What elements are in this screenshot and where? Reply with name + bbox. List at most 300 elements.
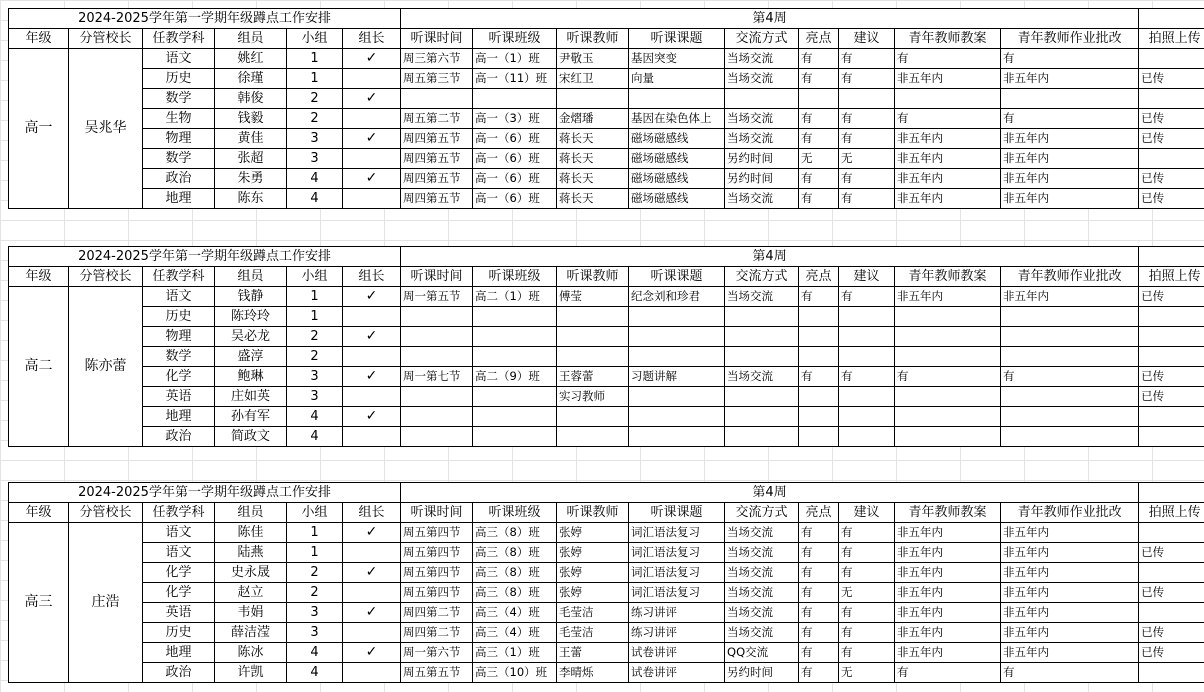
homework-cell[interactable]: 有 bbox=[1001, 367, 1139, 387]
upload-cell[interactable] bbox=[1139, 427, 1204, 447]
column-header[interactable]: 听课教师 bbox=[557, 267, 629, 287]
group-cell[interactable]: 2 bbox=[287, 327, 343, 347]
class-cell[interactable]: 高一（6）班 bbox=[473, 129, 557, 149]
suggestion-cell[interactable]: 无 bbox=[839, 663, 895, 683]
highlight-cell[interactable]: 有 bbox=[799, 169, 839, 189]
time-cell[interactable]: 周五第三节 bbox=[401, 69, 473, 89]
teacher-cell[interactable]: 王蓉蕾 bbox=[557, 367, 629, 387]
suggestion-cell[interactable]: 有 bbox=[839, 287, 895, 307]
lesson-plan-cell[interactable]: 非五年内 bbox=[895, 543, 1001, 563]
leader-cell[interactable] bbox=[343, 623, 401, 643]
homework-cell[interactable]: 非五年内 bbox=[1001, 523, 1139, 543]
group-cell[interactable]: 1 bbox=[287, 307, 343, 327]
class-cell[interactable] bbox=[473, 387, 557, 407]
time-cell[interactable] bbox=[401, 307, 473, 327]
homework-cell[interactable]: 有 bbox=[1001, 49, 1139, 69]
topic-cell[interactable] bbox=[629, 407, 725, 427]
member-cell[interactable]: 许凯 bbox=[215, 663, 287, 683]
class-cell[interactable]: 高一（6）班 bbox=[473, 189, 557, 209]
upload-cell[interactable] bbox=[1139, 149, 1204, 169]
class-cell[interactable]: 高三（4）班 bbox=[473, 603, 557, 623]
column-header[interactable]: 任教学科 bbox=[143, 267, 215, 287]
topic-cell[interactable]: 基因突变 bbox=[629, 49, 725, 69]
week-label[interactable]: 第4周 bbox=[401, 9, 1139, 29]
column-header[interactable]: 分管校长 bbox=[69, 503, 143, 523]
subject-cell[interactable]: 历史 bbox=[143, 307, 215, 327]
subject-cell[interactable]: 物理 bbox=[143, 327, 215, 347]
member-cell[interactable]: 张超 bbox=[215, 149, 287, 169]
teacher-cell[interactable]: 张婷 bbox=[557, 543, 629, 563]
lesson-plan-cell[interactable]: 非五年内 bbox=[895, 189, 1001, 209]
teacher-cell[interactable]: 蒋长天 bbox=[557, 149, 629, 169]
subject-cell[interactable]: 物理 bbox=[143, 129, 215, 149]
column-header[interactable]: 组员 bbox=[215, 503, 287, 523]
highlight-cell[interactable]: 有 bbox=[799, 583, 839, 603]
column-header[interactable]: 交流方式 bbox=[725, 29, 799, 49]
lesson-plan-cell[interactable] bbox=[895, 427, 1001, 447]
time-cell[interactable]: 周五第五节 bbox=[401, 663, 473, 683]
homework-cell[interactable]: 非五年内 bbox=[1001, 623, 1139, 643]
method-cell[interactable] bbox=[725, 307, 799, 327]
lesson-plan-cell[interactable]: 有 bbox=[895, 367, 1001, 387]
teacher-cell[interactable]: 张婷 bbox=[557, 523, 629, 543]
leader-cell[interactable]: ✓ bbox=[343, 169, 401, 189]
upload-cell[interactable] bbox=[1139, 347, 1204, 367]
teacher-cell[interactable] bbox=[557, 89, 629, 109]
column-header[interactable]: 听课时间 bbox=[401, 29, 473, 49]
highlight-cell[interactable] bbox=[799, 407, 839, 427]
highlight-cell[interactable]: 有 bbox=[799, 563, 839, 583]
lesson-plan-cell[interactable] bbox=[895, 307, 1001, 327]
group-cell[interactable]: 3 bbox=[287, 149, 343, 169]
topic-cell[interactable]: 磁场磁感线 bbox=[629, 149, 725, 169]
suggestion-cell[interactable]: 有 bbox=[839, 169, 895, 189]
time-cell[interactable]: 周四第五节 bbox=[401, 169, 473, 189]
table-title[interactable]: 2024-2025学年第一学期年级蹲点工作安排 bbox=[9, 247, 401, 267]
class-cell[interactable]: 高一（6）班 bbox=[473, 169, 557, 189]
class-cell[interactable]: 高三（8）班 bbox=[473, 523, 557, 543]
time-cell[interactable] bbox=[401, 427, 473, 447]
topic-cell[interactable]: 磁场磁感线 bbox=[629, 169, 725, 189]
lesson-plan-cell[interactable]: 非五年内 bbox=[895, 149, 1001, 169]
time-cell[interactable]: 周五第四节 bbox=[401, 583, 473, 603]
topic-cell[interactable]: 向量 bbox=[629, 69, 725, 89]
method-cell[interactable] bbox=[725, 427, 799, 447]
homework-cell[interactable] bbox=[1001, 427, 1139, 447]
time-cell[interactable] bbox=[401, 89, 473, 109]
teacher-cell[interactable]: 实习教师 bbox=[557, 387, 629, 407]
lesson-plan-cell[interactable]: 非五年内 bbox=[895, 603, 1001, 623]
upload-cell[interactable]: 已传 bbox=[1139, 367, 1204, 387]
column-header[interactable]: 拍照上传 bbox=[1139, 267, 1204, 287]
method-cell[interactable]: 当场交流 bbox=[725, 563, 799, 583]
member-cell[interactable]: 钱毅 bbox=[215, 109, 287, 129]
subject-cell[interactable]: 生物 bbox=[143, 109, 215, 129]
leader-cell[interactable]: ✓ bbox=[343, 523, 401, 543]
column-header[interactable]: 组员 bbox=[215, 267, 287, 287]
principal-cell[interactable]: 陈亦蕾 bbox=[69, 287, 143, 447]
suggestion-cell[interactable] bbox=[839, 387, 895, 407]
subject-cell[interactable]: 化学 bbox=[143, 367, 215, 387]
highlight-cell[interactable]: 有 bbox=[799, 129, 839, 149]
table-title[interactable]: 2024-2025学年第一学期年级蹲点工作安排 bbox=[9, 483, 401, 503]
week-label[interactable]: 第4周 bbox=[401, 247, 1139, 267]
column-header[interactable]: 听课班级 bbox=[473, 503, 557, 523]
subject-cell[interactable]: 数学 bbox=[143, 347, 215, 367]
leader-cell[interactable]: ✓ bbox=[343, 49, 401, 69]
homework-cell[interactable]: 非五年内 bbox=[1001, 543, 1139, 563]
time-cell[interactable] bbox=[401, 407, 473, 427]
highlight-cell[interactable]: 有 bbox=[799, 663, 839, 683]
leader-cell[interactable]: ✓ bbox=[343, 603, 401, 623]
homework-cell[interactable] bbox=[1001, 307, 1139, 327]
column-header[interactable]: 听课班级 bbox=[473, 267, 557, 287]
topic-cell[interactable]: 词汇语法复习 bbox=[629, 563, 725, 583]
upload-cell[interactable] bbox=[1139, 327, 1204, 347]
homework-cell[interactable] bbox=[1001, 407, 1139, 427]
topic-cell[interactable]: 习题讲解 bbox=[629, 367, 725, 387]
table-title[interactable]: 2024-2025学年第一学期年级蹲点工作安排 bbox=[9, 9, 401, 29]
teacher-cell[interactable]: 蒋长天 bbox=[557, 169, 629, 189]
column-header[interactable]: 组长 bbox=[343, 29, 401, 49]
group-cell[interactable]: 4 bbox=[287, 169, 343, 189]
suggestion-cell[interactable] bbox=[839, 307, 895, 327]
suggestion-cell[interactable] bbox=[839, 407, 895, 427]
time-cell[interactable] bbox=[401, 327, 473, 347]
homework-cell[interactable]: 有 bbox=[1001, 663, 1139, 683]
topic-cell[interactable] bbox=[629, 427, 725, 447]
lesson-plan-cell[interactable]: 非五年内 bbox=[895, 563, 1001, 583]
time-cell[interactable]: 周四第二节 bbox=[401, 603, 473, 623]
lesson-plan-cell[interactable]: 非五年内 bbox=[895, 169, 1001, 189]
upload-cell[interactable] bbox=[1139, 523, 1204, 543]
leader-cell[interactable]: ✓ bbox=[343, 563, 401, 583]
leader-cell[interactable] bbox=[343, 543, 401, 563]
suggestion-cell[interactable] bbox=[839, 347, 895, 367]
teacher-cell[interactable]: 蒋长天 bbox=[557, 189, 629, 209]
column-header[interactable]: 亮点 bbox=[799, 503, 839, 523]
leader-cell[interactable]: ✓ bbox=[343, 287, 401, 307]
lesson-plan-cell[interactable]: 非五年内 bbox=[895, 69, 1001, 89]
column-header[interactable]: 青年教师作业批改 bbox=[1001, 267, 1139, 287]
group-cell[interactable]: 1 bbox=[287, 49, 343, 69]
member-cell[interactable]: 陆燕 bbox=[215, 543, 287, 563]
column-header[interactable]: 交流方式 bbox=[725, 267, 799, 287]
teacher-cell[interactable]: 尹敬玉 bbox=[557, 49, 629, 69]
topic-cell[interactable] bbox=[629, 387, 725, 407]
group-cell[interactable]: 3 bbox=[287, 387, 343, 407]
leader-cell[interactable]: ✓ bbox=[343, 643, 401, 663]
highlight-cell[interactable] bbox=[799, 427, 839, 447]
teacher-cell[interactable] bbox=[557, 347, 629, 367]
homework-cell[interactable]: 有 bbox=[1001, 109, 1139, 129]
column-header[interactable]: 建议 bbox=[839, 503, 895, 523]
lesson-plan-cell[interactable]: 非五年内 bbox=[895, 643, 1001, 663]
member-cell[interactable]: 吴必龙 bbox=[215, 327, 287, 347]
lesson-plan-cell[interactable] bbox=[895, 89, 1001, 109]
subject-cell[interactable]: 政治 bbox=[143, 427, 215, 447]
blank-cell[interactable] bbox=[1139, 483, 1204, 503]
highlight-cell[interactable]: 有 bbox=[799, 643, 839, 663]
column-header[interactable]: 小组 bbox=[287, 29, 343, 49]
grade-cell[interactable]: 高一 bbox=[9, 49, 69, 209]
leader-cell[interactable] bbox=[343, 663, 401, 683]
group-cell[interactable]: 1 bbox=[287, 543, 343, 563]
upload-cell[interactable]: 已传 bbox=[1139, 109, 1204, 129]
upload-cell[interactable] bbox=[1139, 89, 1204, 109]
suggestion-cell[interactable]: 有 bbox=[839, 543, 895, 563]
group-cell[interactable]: 2 bbox=[287, 109, 343, 129]
time-cell[interactable]: 周五第四节 bbox=[401, 523, 473, 543]
homework-cell[interactable]: 非五年内 bbox=[1001, 643, 1139, 663]
subject-cell[interactable]: 语文 bbox=[143, 523, 215, 543]
lesson-plan-cell[interactable]: 非五年内 bbox=[895, 583, 1001, 603]
topic-cell[interactable]: 基因在染色体上 bbox=[629, 109, 725, 129]
upload-cell[interactable] bbox=[1139, 407, 1204, 427]
subject-cell[interactable]: 语文 bbox=[143, 543, 215, 563]
class-cell[interactable] bbox=[473, 427, 557, 447]
method-cell[interactable]: 当场交流 bbox=[725, 523, 799, 543]
week-label[interactable]: 第4周 bbox=[401, 483, 1139, 503]
column-header[interactable]: 交流方式 bbox=[725, 503, 799, 523]
homework-cell[interactable]: 非五年内 bbox=[1001, 563, 1139, 583]
subject-cell[interactable]: 地理 bbox=[143, 643, 215, 663]
leader-cell[interactable] bbox=[343, 69, 401, 89]
highlight-cell[interactable] bbox=[799, 327, 839, 347]
column-header[interactable]: 年级 bbox=[9, 503, 69, 523]
teacher-cell[interactable] bbox=[557, 327, 629, 347]
homework-cell[interactable] bbox=[1001, 89, 1139, 109]
topic-cell[interactable]: 试卷讲评 bbox=[629, 643, 725, 663]
method-cell[interactable]: 当场交流 bbox=[725, 129, 799, 149]
suggestion-cell[interactable]: 有 bbox=[839, 563, 895, 583]
leader-cell[interactable] bbox=[343, 109, 401, 129]
topic-cell[interactable] bbox=[629, 327, 725, 347]
column-header[interactable]: 青年教师教案 bbox=[895, 267, 1001, 287]
class-cell[interactable]: 高一（11）班 bbox=[473, 69, 557, 89]
teacher-cell[interactable]: 宋红卫 bbox=[557, 69, 629, 89]
method-cell[interactable]: 当场交流 bbox=[725, 109, 799, 129]
column-header[interactable]: 听课教师 bbox=[557, 29, 629, 49]
member-cell[interactable]: 孙有军 bbox=[215, 407, 287, 427]
column-header[interactable]: 拍照上传 bbox=[1139, 503, 1204, 523]
leader-cell[interactable] bbox=[343, 583, 401, 603]
column-header[interactable]: 分管校长 bbox=[69, 29, 143, 49]
blank-cell[interactable] bbox=[1139, 247, 1204, 267]
homework-cell[interactable]: 非五年内 bbox=[1001, 287, 1139, 307]
lesson-plan-cell[interactable]: 非五年内 bbox=[895, 287, 1001, 307]
class-cell[interactable] bbox=[473, 407, 557, 427]
subject-cell[interactable]: 政治 bbox=[143, 169, 215, 189]
highlight-cell[interactable]: 无 bbox=[799, 149, 839, 169]
lesson-plan-cell[interactable]: 非五年内 bbox=[895, 523, 1001, 543]
leader-cell[interactable] bbox=[343, 427, 401, 447]
subject-cell[interactable]: 历史 bbox=[143, 623, 215, 643]
member-cell[interactable]: 庄如英 bbox=[215, 387, 287, 407]
time-cell[interactable]: 周四第五节 bbox=[401, 149, 473, 169]
time-cell[interactable]: 周四第五节 bbox=[401, 189, 473, 209]
topic-cell[interactable]: 纪念刘和珍君 bbox=[629, 287, 725, 307]
lesson-plan-cell[interactable]: 非五年内 bbox=[895, 623, 1001, 643]
principal-cell[interactable]: 吴兆华 bbox=[69, 49, 143, 209]
teacher-cell[interactable]: 张婷 bbox=[557, 583, 629, 603]
member-cell[interactable]: 韩俊 bbox=[215, 89, 287, 109]
homework-cell[interactable] bbox=[1001, 327, 1139, 347]
homework-cell[interactable]: 非五年内 bbox=[1001, 583, 1139, 603]
class-cell[interactable]: 高三（8）班 bbox=[473, 563, 557, 583]
time-cell[interactable]: 周一第五节 bbox=[401, 287, 473, 307]
method-cell[interactable] bbox=[725, 89, 799, 109]
homework-cell[interactable]: 非五年内 bbox=[1001, 603, 1139, 623]
upload-cell[interactable]: 已传 bbox=[1139, 583, 1204, 603]
upload-cell[interactable]: 已传 bbox=[1139, 69, 1204, 89]
column-header[interactable]: 青年教师作业批改 bbox=[1001, 29, 1139, 49]
homework-cell[interactable] bbox=[1001, 347, 1139, 367]
subject-cell[interactable]: 化学 bbox=[143, 583, 215, 603]
topic-cell[interactable]: 试卷讲评 bbox=[629, 663, 725, 683]
time-cell[interactable] bbox=[401, 387, 473, 407]
upload-cell[interactable] bbox=[1139, 603, 1204, 623]
homework-cell[interactable]: 非五年内 bbox=[1001, 169, 1139, 189]
subject-cell[interactable]: 英语 bbox=[143, 387, 215, 407]
suggestion-cell[interactable]: 有 bbox=[839, 109, 895, 129]
highlight-cell[interactable] bbox=[799, 307, 839, 327]
leader-cell[interactable]: ✓ bbox=[343, 327, 401, 347]
column-header[interactable]: 听课时间 bbox=[401, 503, 473, 523]
leader-cell[interactable]: ✓ bbox=[343, 129, 401, 149]
class-cell[interactable]: 高三（1）班 bbox=[473, 643, 557, 663]
column-header[interactable]: 组员 bbox=[215, 29, 287, 49]
topic-cell[interactable]: 词汇语法复习 bbox=[629, 523, 725, 543]
upload-cell[interactable]: 已传 bbox=[1139, 287, 1204, 307]
class-cell[interactable]: 高三（10）班 bbox=[473, 663, 557, 683]
method-cell[interactable]: 当场交流 bbox=[725, 603, 799, 623]
member-cell[interactable]: 鲍琳 bbox=[215, 367, 287, 387]
subject-cell[interactable]: 地理 bbox=[143, 407, 215, 427]
subject-cell[interactable]: 政治 bbox=[143, 663, 215, 683]
class-cell[interactable] bbox=[473, 327, 557, 347]
lesson-plan-cell[interactable]: 有 bbox=[895, 49, 1001, 69]
method-cell[interactable]: 当场交流 bbox=[725, 367, 799, 387]
member-cell[interactable]: 盛淳 bbox=[215, 347, 287, 367]
subject-cell[interactable]: 历史 bbox=[143, 69, 215, 89]
group-cell[interactable]: 1 bbox=[287, 69, 343, 89]
suggestion-cell[interactable]: 有 bbox=[839, 49, 895, 69]
column-header[interactable]: 亮点 bbox=[799, 29, 839, 49]
topic-cell[interactable]: 磁场磁感线 bbox=[629, 189, 725, 209]
leader-cell[interactable] bbox=[343, 387, 401, 407]
topic-cell[interactable]: 练习讲评 bbox=[629, 623, 725, 643]
method-cell[interactable]: 当场交流 bbox=[725, 189, 799, 209]
group-cell[interactable]: 4 bbox=[287, 663, 343, 683]
teacher-cell[interactable]: 张婷 bbox=[557, 563, 629, 583]
leader-cell[interactable] bbox=[343, 149, 401, 169]
group-cell[interactable]: 4 bbox=[287, 189, 343, 209]
highlight-cell[interactable]: 有 bbox=[799, 367, 839, 387]
teacher-cell[interactable]: 毛莹洁 bbox=[557, 603, 629, 623]
column-header[interactable]: 小组 bbox=[287, 503, 343, 523]
highlight-cell[interactable]: 有 bbox=[799, 543, 839, 563]
method-cell[interactable]: 当场交流 bbox=[725, 49, 799, 69]
upload-cell[interactable]: 已传 bbox=[1139, 643, 1204, 663]
highlight-cell[interactable]: 有 bbox=[799, 189, 839, 209]
suggestion-cell[interactable]: 无 bbox=[839, 583, 895, 603]
method-cell[interactable] bbox=[725, 327, 799, 347]
member-cell[interactable]: 陈东 bbox=[215, 189, 287, 209]
class-cell[interactable]: 高三（4）班 bbox=[473, 623, 557, 643]
teacher-cell[interactable]: 王蕾 bbox=[557, 643, 629, 663]
class-cell[interactable] bbox=[473, 307, 557, 327]
lesson-plan-cell[interactable]: 非五年内 bbox=[895, 129, 1001, 149]
leader-cell[interactable]: ✓ bbox=[343, 407, 401, 427]
upload-cell[interactable]: 已传 bbox=[1139, 623, 1204, 643]
class-cell[interactable]: 高三（8）班 bbox=[473, 583, 557, 603]
group-cell[interactable]: 4 bbox=[287, 643, 343, 663]
highlight-cell[interactable]: 有 bbox=[799, 603, 839, 623]
group-cell[interactable]: 3 bbox=[287, 603, 343, 623]
highlight-cell[interactable] bbox=[799, 387, 839, 407]
method-cell[interactable]: 当场交流 bbox=[725, 287, 799, 307]
time-cell[interactable]: 周三第六节 bbox=[401, 49, 473, 69]
column-header[interactable]: 建议 bbox=[839, 267, 895, 287]
topic-cell[interactable]: 词汇语法复习 bbox=[629, 583, 725, 603]
column-header[interactable]: 听课课题 bbox=[629, 267, 725, 287]
subject-cell[interactable]: 数学 bbox=[143, 149, 215, 169]
upload-cell[interactable]: 已传 bbox=[1139, 129, 1204, 149]
group-cell[interactable]: 2 bbox=[287, 583, 343, 603]
principal-cell[interactable]: 庄浩 bbox=[69, 523, 143, 683]
topic-cell[interactable] bbox=[629, 307, 725, 327]
member-cell[interactable]: 徐瑾 bbox=[215, 69, 287, 89]
column-header[interactable]: 听课班级 bbox=[473, 29, 557, 49]
suggestion-cell[interactable]: 有 bbox=[839, 643, 895, 663]
grade-cell[interactable]: 高三 bbox=[9, 523, 69, 683]
teacher-cell[interactable]: 金熠璠 bbox=[557, 109, 629, 129]
teacher-cell[interactable]: 李晴烁 bbox=[557, 663, 629, 683]
suggestion-cell[interactable]: 有 bbox=[839, 129, 895, 149]
grade-cell[interactable]: 高二 bbox=[9, 287, 69, 447]
teacher-cell[interactable]: 傅莹 bbox=[557, 287, 629, 307]
group-cell[interactable]: 2 bbox=[287, 563, 343, 583]
time-cell[interactable]: 周四第五节 bbox=[401, 129, 473, 149]
upload-cell[interactable] bbox=[1139, 49, 1204, 69]
column-header[interactable]: 亮点 bbox=[799, 267, 839, 287]
teacher-cell[interactable] bbox=[557, 307, 629, 327]
column-header[interactable]: 组长 bbox=[343, 503, 401, 523]
member-cell[interactable]: 钱静 bbox=[215, 287, 287, 307]
suggestion-cell[interactable] bbox=[839, 327, 895, 347]
subject-cell[interactable]: 英语 bbox=[143, 603, 215, 623]
subject-cell[interactable]: 地理 bbox=[143, 189, 215, 209]
column-header[interactable]: 青年教师作业批改 bbox=[1001, 503, 1139, 523]
suggestion-cell[interactable]: 有 bbox=[839, 623, 895, 643]
homework-cell[interactable]: 非五年内 bbox=[1001, 69, 1139, 89]
member-cell[interactable]: 陈玲玲 bbox=[215, 307, 287, 327]
group-cell[interactable]: 3 bbox=[287, 367, 343, 387]
time-cell[interactable]: 周一第六节 bbox=[401, 643, 473, 663]
member-cell[interactable]: 姚红 bbox=[215, 49, 287, 69]
time-cell[interactable]: 周五第四节 bbox=[401, 563, 473, 583]
homework-cell[interactable] bbox=[1001, 387, 1139, 407]
suggestion-cell[interactable]: 有 bbox=[839, 603, 895, 623]
lesson-plan-cell[interactable] bbox=[895, 387, 1001, 407]
group-cell[interactable]: 3 bbox=[287, 623, 343, 643]
class-cell[interactable]: 高一（6）班 bbox=[473, 149, 557, 169]
member-cell[interactable]: 韦娟 bbox=[215, 603, 287, 623]
method-cell[interactable]: 另约时间 bbox=[725, 663, 799, 683]
member-cell[interactable]: 黄佳 bbox=[215, 129, 287, 149]
column-header[interactable]: 分管校长 bbox=[69, 267, 143, 287]
